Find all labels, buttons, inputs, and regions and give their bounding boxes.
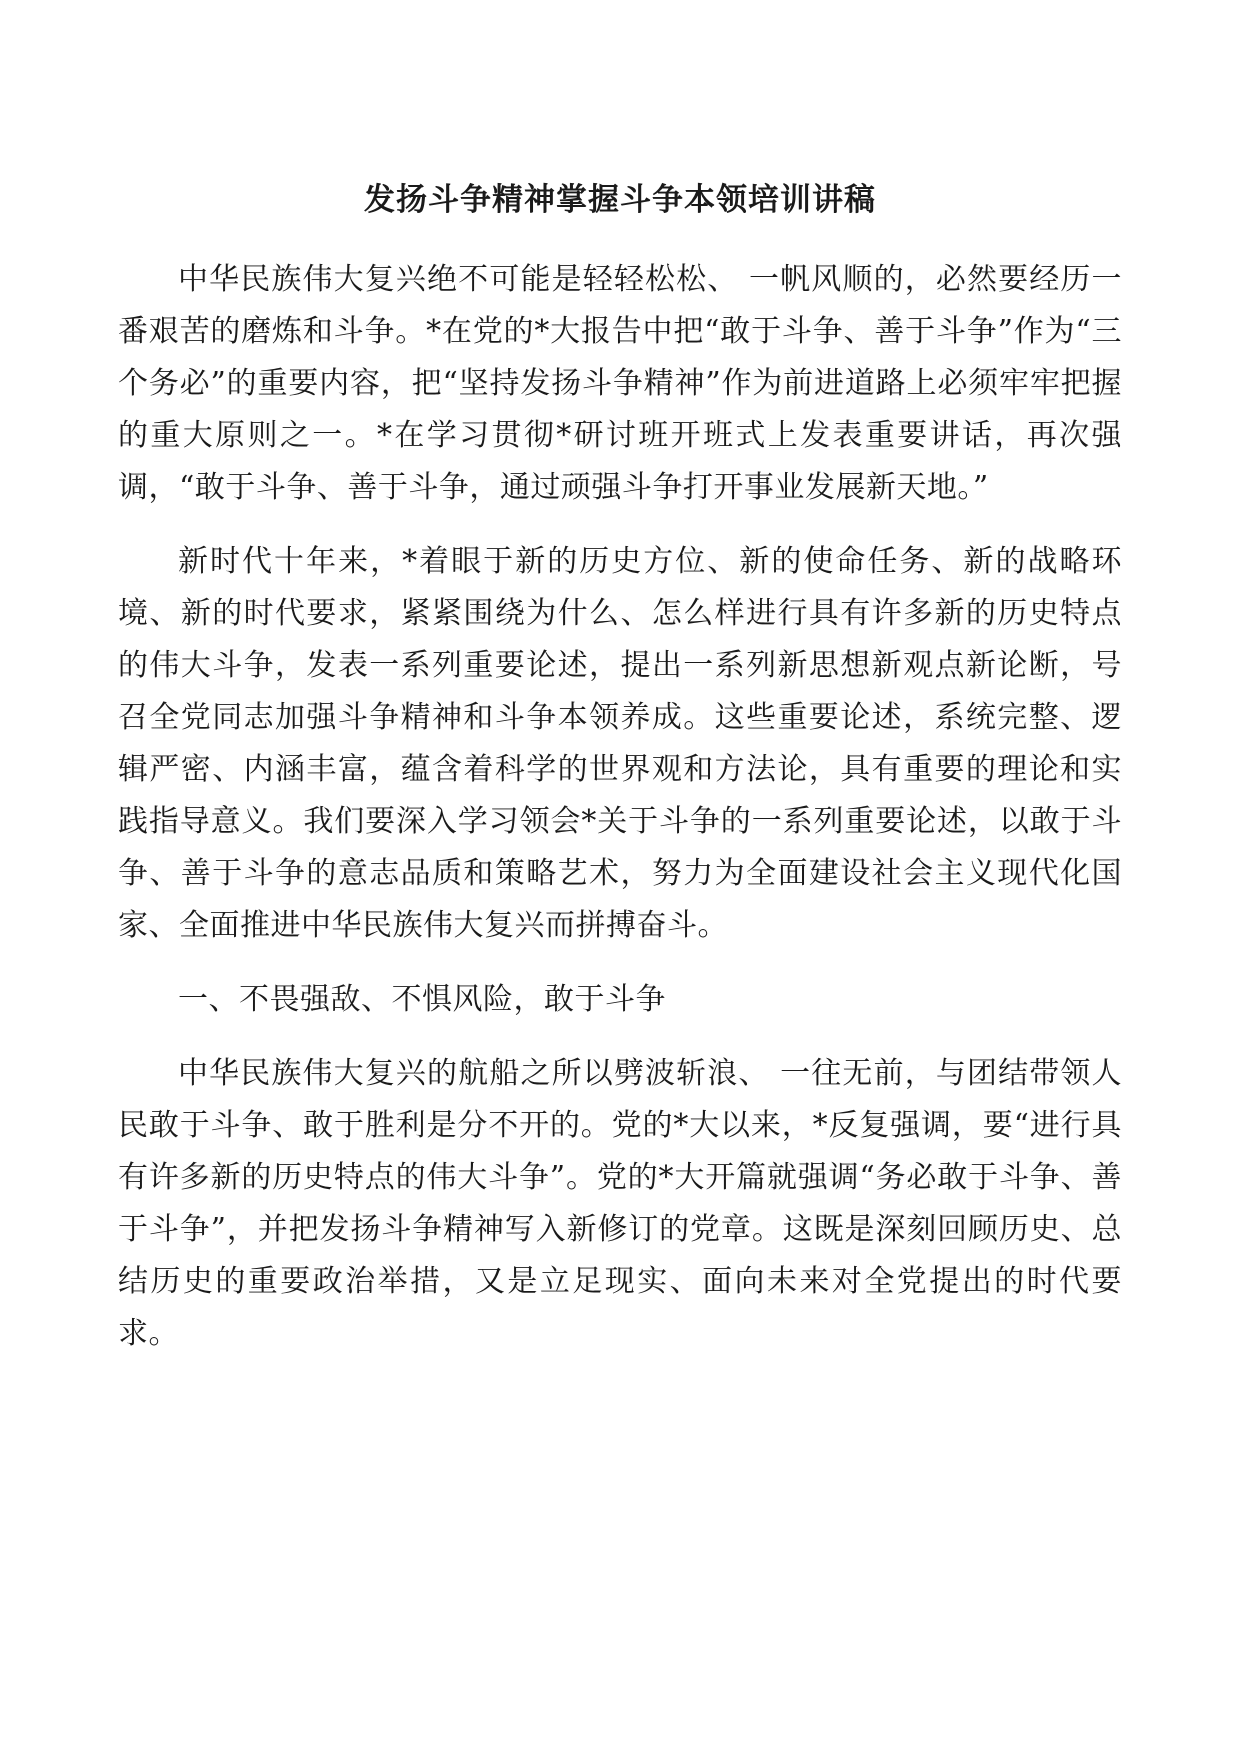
section-heading: 一、不畏强敌、不惧风险，敢于斗争 (178, 982, 666, 1017)
intro-paragraph: 中华民族伟大复兴绝不可能是轻轻松松、 一帆风顺的，必然要经历一番艰苦的磨炼和斗争。*在党的*大报告中把“敢于斗争、善于斗争”作为“三个务必”的重要内容，把“坚持发扬斗争精神”作为前进道路上必须牢牢把握的重大原则之一。*在学习贯彻*研讨班开班式上发表重要讲话，再次强调，“敢于斗争、善于斗争，通过顽强斗争打开事业发展新天地。” (118, 262, 1122, 505)
body-paragraph: 新时代十年来，*着眼于新的历史方位、新的使命任务、新的战略环境、新的时代要求，紧紧围绕为什么、怎么样进行具有许多新的历史特点的伟大斗争，发表一系列重要论述，提出一系列新思想新观点新论断，号召全党同志加强斗争精神和斗争本领养成。这些重要论述，系统完整、逻辑严密、内涵丰富，蕴含着科学的世界观和方法论，具有重要的理论和实践指导意义。我们要深入学习领会*关于斗争的一系列重要论述，以敢于斗争、善于斗争的意志品质和策略艺术，努力为全面建设社会主义现代化国家、全面推进中华民族伟大复兴而拼搏奋斗。 (118, 544, 1122, 943)
section-paragraph: 中华民族伟大复兴的航船之所以劈波斩浪、 一往无前，与团结带领人民敢于斗争、敢于胜利是分不开的。党的*大以来，*反复强调，要“进行具有许多新的历史特点的伟大斗争”。党的*大开篇就强调“务必敢于斗争、善于斗争”，并把发扬斗争精神写入新修订的党章。这既是深刻回顾历史、总结历史的重要政治举措，又是立足现实、面向未来对全党提出的时代要求。 (118, 1056, 1122, 1351)
document-title: 发扬斗争精神掌握斗争本领培训讲稿 (364, 182, 876, 218)
